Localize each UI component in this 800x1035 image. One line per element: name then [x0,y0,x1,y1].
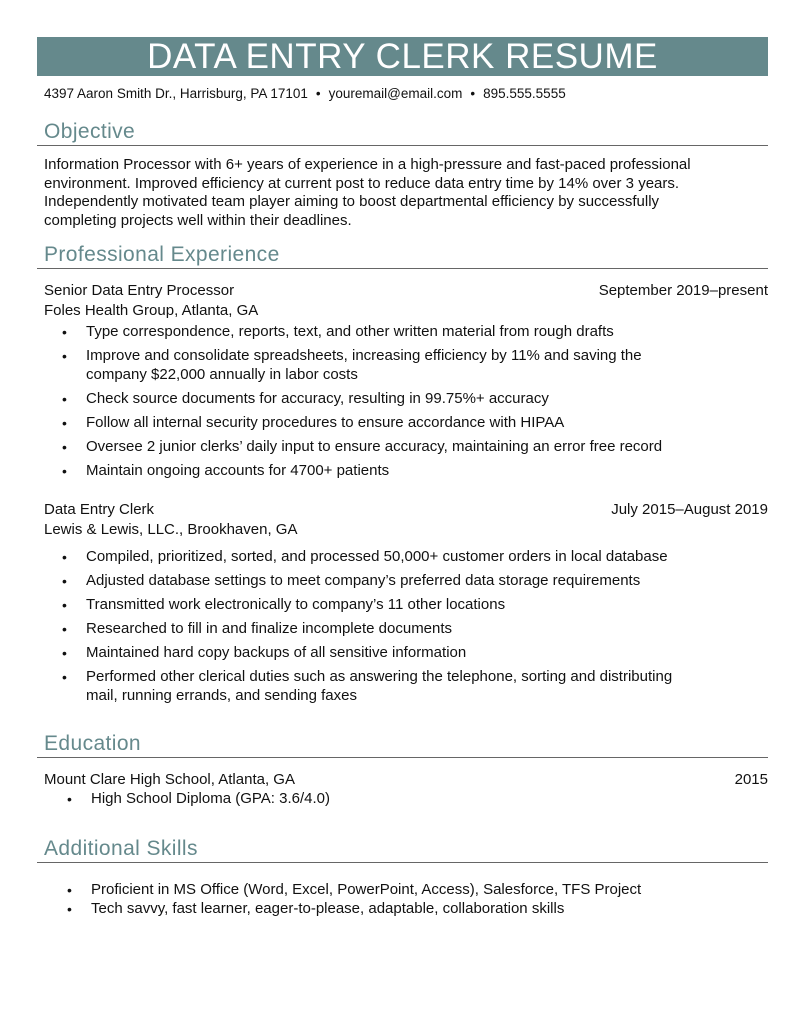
job-title: Data Entry Clerk [44,501,155,518]
list-item: • Follow all internal security procedures to ensure accordance with HIPAA [62,414,706,433]
list-item: • Maintained hard copy backups of all sensitive information [62,644,706,663]
list-item: • Maintain ongoing accounts for 4700+ patients [62,462,706,481]
contact-phone: 895.555.5555 [483,86,566,101]
job-title: Senior Data Entry Processor [44,282,235,299]
contact-line [37,86,768,101]
education-bullets [37,790,768,809]
list-item: • Proficient in MS Office (Word, Excel, PowerPoint, Access), Salesforce, TFS Project [67,881,711,900]
job-entry [37,281,768,480]
list-item: • Transmitted work electronically to company’s 11 other locations [62,596,706,615]
job-dates: September 2019–present [598,282,768,299]
list-item: • Improve and consolidate spreadsheets, increasing efficiency by 11% and saving the company $22,000 annually in labor costs [62,347,706,384]
job-entry [37,500,768,705]
list-item: • Compiled, prioritized, sorted, and processed 50,000+ customer orders in local database [62,548,706,567]
resume-title: DATA ENTRY CLERK RESUME [147,37,658,76]
job-dates: July 2015–August 2019 [611,501,768,518]
objective-section [37,119,768,230]
list-item: • Tech savvy, fast learner, eager-to-please, adaptable, collaboration skills [67,900,711,919]
section-heading-education: Education [37,731,768,758]
resume-page [37,37,768,920]
list-item: • Researched to fill in and finalize incomplete documents [62,620,706,639]
experience-section [37,242,768,705]
list-item: • Performed other clerical duties such as answering the telephone, sorting and distributing mail, running errands, and sending faxes [62,668,706,705]
skills-bullets [37,881,768,919]
objective-text: Information Processor with 6+ years of experience in a high-pressure and fast-paced professional environment. Improved efficiency at current post to reduce data entry time by 14% over 3 years. Independently motivated team player aiming to boost departmental efficiency by successfully completing projects well within their deadlines. [44,156,691,229]
contact-email: youremail@email.com [328,86,463,101]
resume-title-banner [37,37,768,76]
list-item: • Check source documents for accuracy, resulting in 99.75%+ accuracy [62,390,706,409]
section-heading-experience: Professional Experience [37,242,768,269]
job-company: Foles Health Group, Atlanta, GA [44,302,259,319]
contact-address: 4397 Aaron Smith Dr., Harrisburg, PA 17101 [44,86,308,101]
job-company: Lewis & Lewis, LLC., Brookhaven, GA [44,521,298,538]
education-section [37,731,768,809]
bullet-separator: • [315,86,321,101]
bullet-separator: • [470,86,476,101]
skills-section [37,836,768,919]
job-bullets [37,323,768,480]
list-item: • Type correspondence, reports, text, and other written material from rough drafts [62,323,706,342]
section-heading-objective: Objective [37,119,768,146]
school-name: Mount Clare High School, Atlanta, GA [44,771,295,788]
graduation-year: 2015 [734,771,768,788]
list-item: • Oversee 2 junior clerks’ daily input to ensure accuracy, maintaining an error free record [62,438,706,457]
job-bullets [37,548,768,705]
section-heading-skills: Additional Skills [37,836,768,863]
list-item: • High School Diploma (GPA: 3.6/4.0) [67,790,711,809]
list-item: • Adjusted database settings to meet company’s preferred data storage requirements [62,572,706,591]
